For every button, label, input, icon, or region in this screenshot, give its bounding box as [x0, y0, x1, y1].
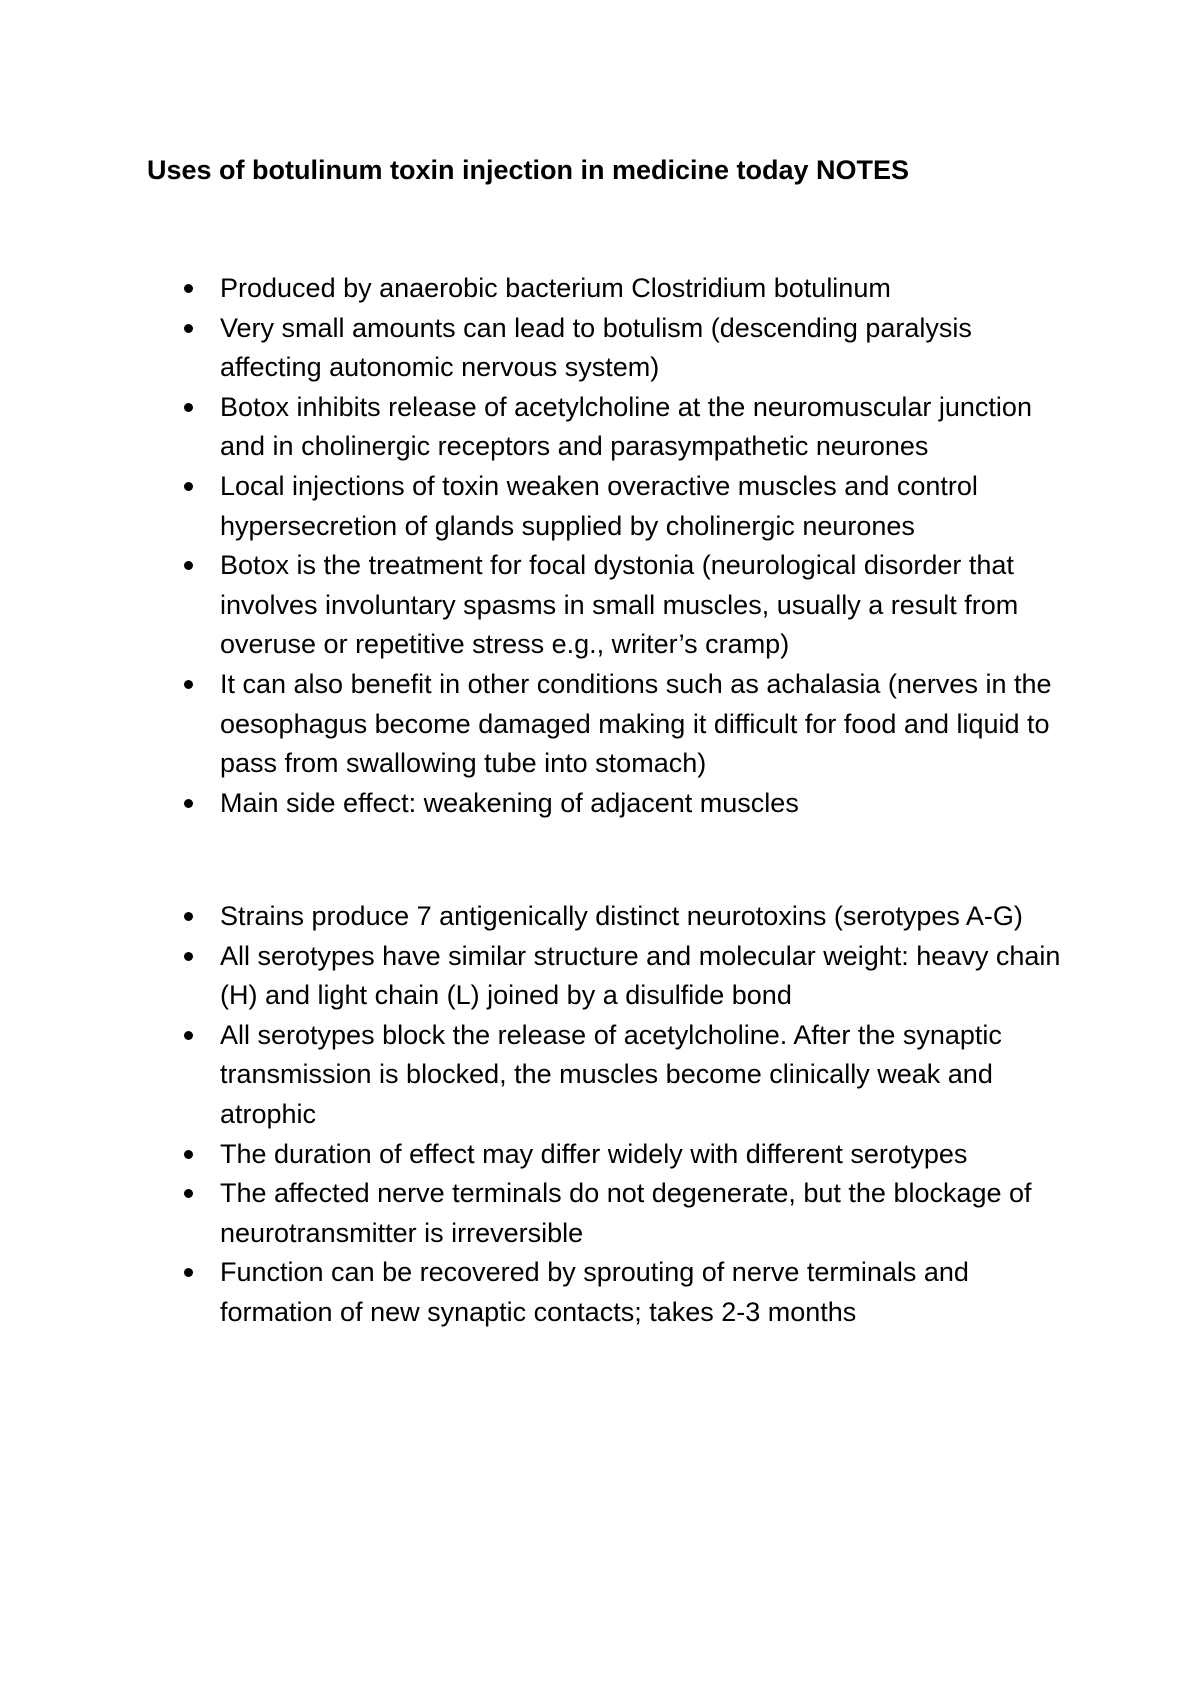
list-item	[0, 784, 1065, 824]
list-item-text: The duration of effect may differ widely with different serotypes	[220, 1138, 968, 1169]
list-item-text: All serotypes have similar structure and molecular weight: heavy chain (H) and light chain (L) joined by a disulfide bond	[220, 940, 1061, 1011]
list-item-text: Main side effect: weakening of adjacent muscles	[220, 787, 799, 818]
list-item-text: Strains produce 7 antigenically distinct neurotoxins (serotypes A-G)	[220, 901, 1023, 931]
list-item-text: The affected nerve terminals do not degenerate, but the blockage of neurotransmitter is irreversible	[220, 1178, 1032, 1248]
list-item	[0, 1253, 1065, 1332]
list-item-text: Botox is the treatment for focal dystonia (neurological disorder that involves involuntary spasms in small muscles, usually a result from overuse or repetitive stress e.g., writer’s cramp)	[220, 550, 1019, 660]
list-item-text: Botox inhibits release of acetylcholine at the neuromuscular junction and in cholinergic receptors and parasympathetic neurones	[220, 391, 1032, 462]
bullet-icon	[184, 1268, 193, 1277]
list-item	[0, 309, 1065, 388]
list-item	[0, 269, 1065, 309]
bullet-icon	[184, 912, 193, 921]
list-item-text: Produced by anaerobic bacterium Clostridium botulinum	[220, 273, 891, 303]
list-item	[0, 665, 1065, 784]
bullet-icon	[184, 403, 193, 412]
bullet-icon	[184, 952, 193, 961]
list-item-text: Function can be recovered by sprouting of nerve terminals and formation of new synaptic contacts; takes 2-3 months	[220, 1257, 969, 1327]
notes-list-2	[0, 897, 1200, 1333]
list-item-text: It can also benefit in other conditions such as achalasia (nerves in the oesophagus become damaged making it difficult for food and liquid to pass from swallowing tube into stomach)	[220, 668, 1052, 779]
bullet-icon	[184, 324, 193, 333]
document-title: Uses of botulinum toxin injection in medicine today NOTES	[147, 155, 910, 185]
list-item-text: Local injections of toxin weaken overactive muscles and control hypersecretion of glands supplied by cholinergic neurones	[220, 470, 978, 541]
list-item	[0, 937, 1065, 1016]
bullet-icon	[184, 284, 193, 293]
bullet-icon	[184, 680, 193, 689]
list-item-text: All serotypes block the release of acetylcholine. After the synaptic transmission is blocked, the muscles become clinically weak and atrophic	[220, 1019, 1002, 1129]
bullet-icon	[184, 561, 193, 570]
list-item	[0, 1016, 1065, 1135]
bullet-icon	[184, 1189, 193, 1198]
notes-list-1	[0, 269, 1200, 823]
bullet-icon	[184, 799, 193, 808]
list-item	[0, 897, 1065, 937]
bullet-icon	[184, 1031, 193, 1040]
list-item-text: Very small amounts can lead to botulism (descending paralysis affecting autonomic nervous system)	[220, 312, 972, 383]
bullet-icon	[184, 482, 193, 491]
bullet-icon	[184, 1150, 193, 1159]
list-item	[0, 467, 1065, 546]
list-item	[0, 1135, 1065, 1175]
list-item	[0, 1174, 1065, 1253]
list-item	[0, 388, 1065, 467]
list-item	[0, 546, 1065, 665]
